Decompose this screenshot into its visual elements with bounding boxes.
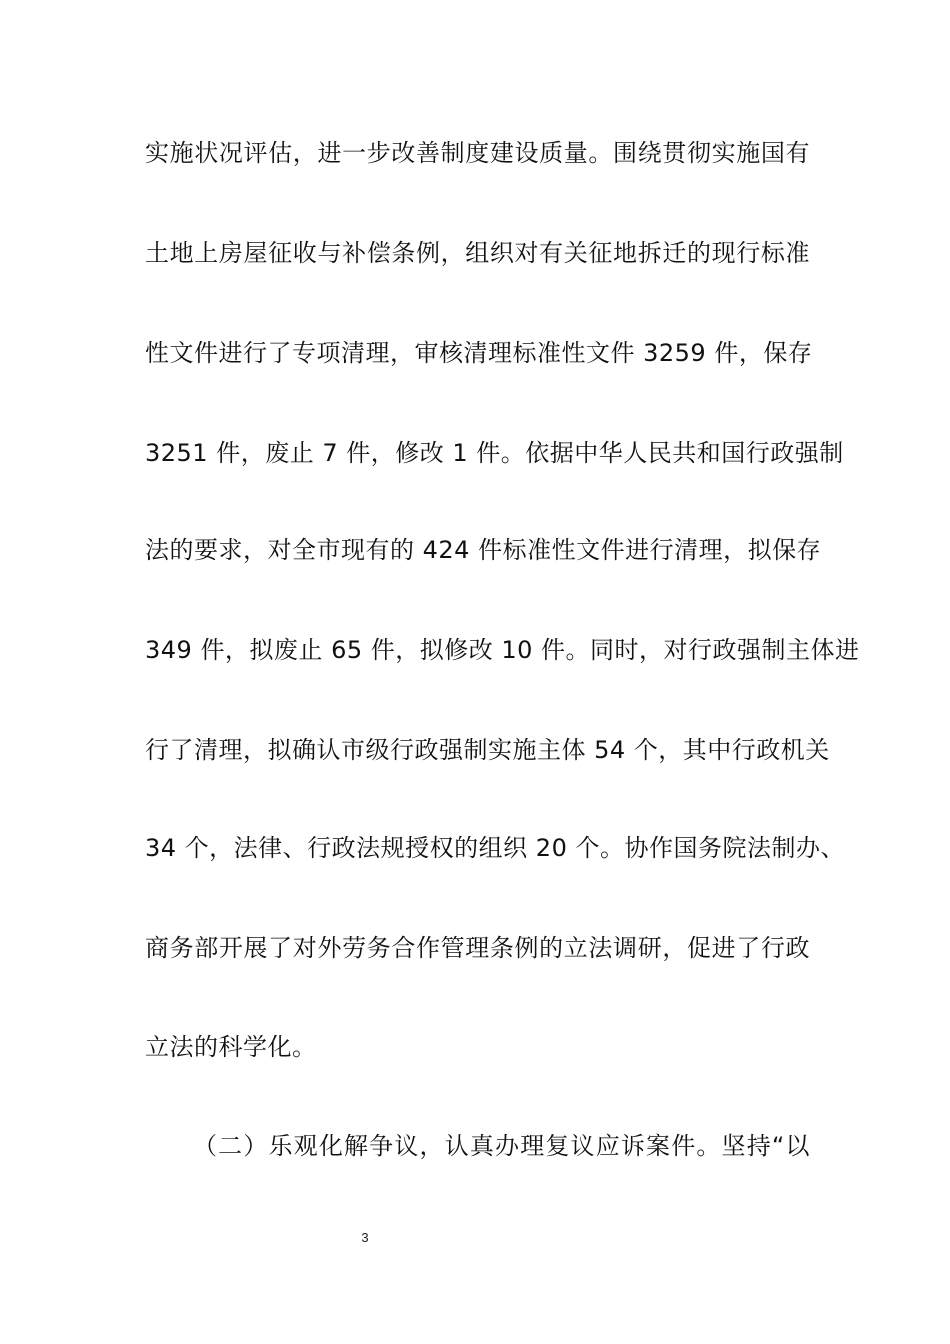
paragraph-line-9: 商务部开展了对外劳务合作管理条例的立法调研，促进了行政 — [145, 934, 810, 962]
paragraph-line-8: 34 个，法律、行政法规授权的组织 20 个。协作国务院法制办、 — [145, 834, 845, 862]
paragraph-line-6: 349 件，拟废止 65 件，拟修改 10 件。同时，对行政强制主体进 — [145, 636, 860, 664]
paragraph-line-1: 实施状况评估，进一步改善制度建设质量。围绕贯彻实施国有 — [145, 139, 810, 167]
paragraph-line-5: 法的要求，对全市现有的 424 件标准性文件进行清理，拟保存 — [145, 536, 822, 564]
paragraph-line-2: 土地上房屋征收与补偿条例，组织对有关征地拆迁的现行标准 — [145, 239, 810, 267]
paragraph-line-10: 立法的科学化。 — [145, 1033, 317, 1061]
paragraph-line-7: 行了清理，拟确认市级行政强制实施主体 54 个，其中行政机关 — [145, 736, 830, 764]
paragraph-line-4: 3251 件，废止 7 件，修改 1 件。依据中华人民共和国行政强制 — [145, 439, 844, 467]
section-heading-line: （二）乐观化解争议，认真办理复议应诉案件。坚持“以 — [193, 1132, 810, 1160]
paragraph-line-3: 性文件进行了专项清理，审核清理标准性文件 3259 件，保存 — [145, 339, 813, 367]
page-number: 3 — [361, 1230, 369, 1245]
